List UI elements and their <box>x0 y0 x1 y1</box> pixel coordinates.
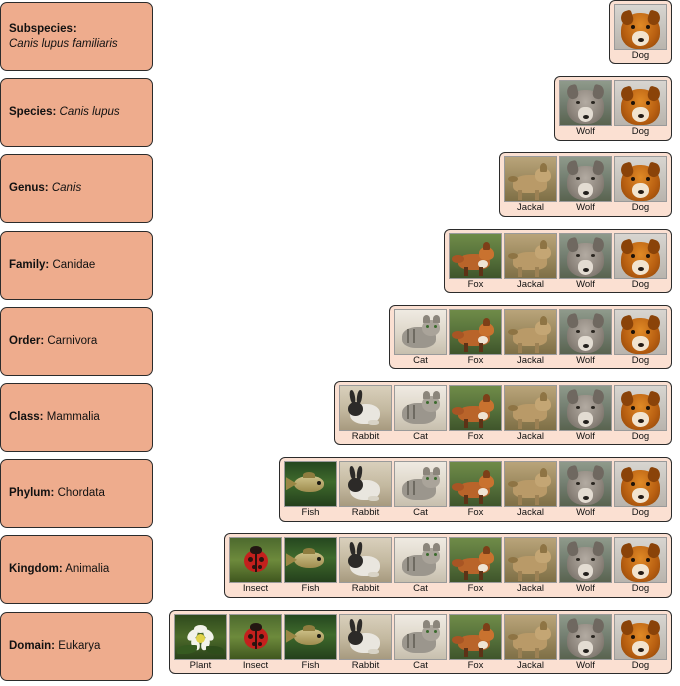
organism-dog <box>613 385 668 442</box>
wolf-photo <box>559 537 612 583</box>
dog-photo <box>614 385 667 431</box>
organism-caption: Dog <box>631 278 650 290</box>
organism-caption: Insect <box>242 659 269 671</box>
organism-caption: Jackal <box>517 659 544 671</box>
dog-photo <box>614 461 667 507</box>
organism-caption: Wolf <box>576 431 595 442</box>
organism-jackal <box>503 156 558 213</box>
organism-caption: Jackal <box>517 354 544 366</box>
organism-caption: Dog <box>631 126 650 138</box>
organism-caption: Jackal <box>517 202 544 214</box>
rank-label: Kingdom: <box>9 563 63 576</box>
rank-box-subspecies <box>0 2 153 71</box>
wolf-photo <box>559 309 612 355</box>
organism-wolf <box>558 537 613 594</box>
rank-value: Canis <box>51 182 82 195</box>
rank-label: Class: <box>9 411 44 424</box>
organism-caption: Dog <box>631 659 650 671</box>
organism-caption: Jackal <box>517 278 544 290</box>
wolf-photo <box>559 233 612 279</box>
organism-wolf <box>558 461 613 518</box>
rank-value: Animalia <box>65 563 110 576</box>
dog-photo <box>614 156 667 202</box>
dog-photo <box>614 4 667 50</box>
organism-strip <box>334 381 672 445</box>
jackal-photo <box>504 385 557 431</box>
fox-photo <box>449 233 502 279</box>
cat-photo <box>394 614 447 660</box>
fox-photo <box>449 614 502 660</box>
organism-caption: Wolf <box>576 202 595 214</box>
rank-value: Mammalia <box>46 411 100 424</box>
dog-photo <box>614 309 667 355</box>
organism-rabbit <box>338 461 393 518</box>
organism-caption: Cat <box>413 507 428 519</box>
organism-wolf <box>558 385 613 442</box>
rank-value: Canis lupus familiaris <box>9 37 118 50</box>
organism-wolf <box>558 233 613 290</box>
organism-caption: Dog <box>631 507 650 519</box>
organism-dog <box>613 156 668 213</box>
organism-dog <box>613 537 668 594</box>
organism-fish <box>283 537 338 594</box>
organism-caption: Fox <box>467 659 484 671</box>
organism-fox <box>448 537 503 594</box>
wolf-photo <box>559 461 612 507</box>
dog-photo <box>614 80 667 126</box>
organism-caption: Insect <box>242 583 269 595</box>
plant-photo <box>174 614 227 660</box>
rank-label: Species: <box>9 106 57 119</box>
jackal-photo <box>504 309 557 355</box>
organism-caption: Dog <box>631 354 650 366</box>
rank-box-kingdom <box>0 535 153 604</box>
organism-rabbit <box>338 537 393 594</box>
jackal-photo <box>504 461 557 507</box>
rabbit-photo <box>339 614 392 660</box>
organism-fox <box>448 385 503 442</box>
rank-label: Domain: <box>9 639 55 652</box>
dog-photo <box>614 537 667 583</box>
organism-caption: Wolf <box>576 354 595 366</box>
organism-plant <box>173 614 228 671</box>
rabbit-photo <box>339 537 392 583</box>
organism-caption: Fox <box>467 583 484 595</box>
organism-strip <box>609 0 672 64</box>
organism-caption: Wolf <box>576 583 595 595</box>
wolf-photo <box>559 156 612 202</box>
organism-wolf <box>558 80 613 137</box>
organism-strip <box>224 533 672 597</box>
organism-caption: Cat <box>413 431 428 442</box>
wolf-photo <box>559 80 612 126</box>
rabbit-photo <box>339 461 392 507</box>
organism-caption: Rabbit <box>351 431 380 442</box>
organism-caption: Cat <box>413 354 428 366</box>
fish-photo <box>284 537 337 583</box>
organism-caption: Fish <box>301 583 320 595</box>
taxonomy-row <box>0 2 680 71</box>
organism-jackal <box>503 461 558 518</box>
fox-photo <box>449 537 502 583</box>
organism-wolf <box>558 614 613 671</box>
organism-insect <box>228 537 283 594</box>
organism-caption: Fox <box>467 431 484 442</box>
jackal-photo <box>504 233 557 279</box>
organism-caption: Dog <box>631 202 650 214</box>
cat-photo <box>394 385 447 431</box>
organism-strip <box>279 457 672 521</box>
organism-caption: Rabbit <box>351 507 380 519</box>
fox-photo <box>449 385 502 431</box>
organism-caption: Dog <box>631 50 650 61</box>
organism-jackal <box>503 614 558 671</box>
organism-caption: Fox <box>467 354 484 366</box>
organism-caption: Wolf <box>576 507 595 519</box>
organism-caption: Jackal <box>517 431 544 442</box>
organism-dog <box>613 309 668 366</box>
organism-strip <box>389 305 672 369</box>
dog-photo <box>614 614 667 660</box>
fish-photo <box>284 461 337 507</box>
organism-caption: Rabbit <box>351 659 380 671</box>
fox-photo <box>449 309 502 355</box>
organism-dog <box>613 461 668 518</box>
organism-dog <box>613 233 668 290</box>
rank-box-genus <box>0 154 153 223</box>
organism-caption: Plant <box>189 659 212 671</box>
organism-wolf <box>558 156 613 213</box>
organism-fox <box>448 461 503 518</box>
rank-label: Family: <box>9 258 50 271</box>
rank-value: Canidae <box>52 258 96 271</box>
organism-caption: Dog <box>631 431 650 442</box>
cat-photo <box>394 537 447 583</box>
rank-label: Phylum: <box>9 487 55 500</box>
organism-strip <box>499 152 672 216</box>
rank-value: Carnivora <box>47 334 98 347</box>
organism-fish <box>283 461 338 518</box>
rank-value: Canis lupus <box>59 106 120 119</box>
organism-strip <box>444 229 672 293</box>
fox-photo <box>449 461 502 507</box>
organism-cat <box>393 537 448 594</box>
organism-dog <box>613 614 668 671</box>
organism-caption: Rabbit <box>351 583 380 595</box>
rank-box-class <box>0 383 153 452</box>
rank-label: Genus: <box>9 182 49 195</box>
organism-cat <box>393 309 448 366</box>
organism-wolf <box>558 309 613 366</box>
rank-box-family <box>0 231 153 300</box>
organism-caption: Wolf <box>576 659 595 671</box>
organism-fox <box>448 309 503 366</box>
cat-photo <box>394 309 447 355</box>
organism-dog <box>613 4 668 61</box>
organism-caption: Jackal <box>517 507 544 519</box>
organism-fox <box>448 614 503 671</box>
organism-caption: Fish <box>301 507 320 519</box>
dog-photo <box>614 233 667 279</box>
organism-strip <box>169 610 672 674</box>
rank-label: Subspecies: <box>9 22 77 35</box>
organism-insect <box>228 614 283 671</box>
organism-rabbit <box>338 614 393 671</box>
organism-jackal <box>503 309 558 366</box>
cat-photo <box>394 461 447 507</box>
organism-caption: Fish <box>301 659 320 671</box>
rank-value: Chordata <box>57 487 105 500</box>
organism-caption: Cat <box>413 583 428 595</box>
organism-cat <box>393 385 448 442</box>
organism-fox <box>448 233 503 290</box>
organism-jackal <box>503 385 558 442</box>
organism-jackal <box>503 537 558 594</box>
organism-dog <box>613 80 668 137</box>
organism-caption: Cat <box>413 659 428 671</box>
rank-box-order <box>0 307 153 376</box>
rank-value: Eukarya <box>58 639 101 652</box>
organism-rabbit <box>338 385 393 442</box>
organism-caption: Wolf <box>576 278 595 290</box>
fish-photo <box>284 614 337 660</box>
insect-photo <box>229 614 282 660</box>
organism-caption: Fox <box>467 507 484 519</box>
rank-label: Order: <box>9 334 45 347</box>
jackal-photo <box>504 614 557 660</box>
organism-caption: Wolf <box>576 126 595 138</box>
organism-fish <box>283 614 338 671</box>
organism-caption: Dog <box>631 583 650 595</box>
jackal-photo <box>504 537 557 583</box>
organism-strip <box>554 76 672 140</box>
organism-caption: Fox <box>467 278 484 290</box>
wolf-photo <box>559 614 612 660</box>
organism-cat <box>393 461 448 518</box>
rabbit-photo <box>339 385 392 431</box>
rank-box-phylum <box>0 459 153 528</box>
jackal-photo <box>504 156 557 202</box>
organism-caption: Jackal <box>517 583 544 595</box>
organism-cat <box>393 614 448 671</box>
wolf-photo <box>559 385 612 431</box>
organism-jackal <box>503 233 558 290</box>
insect-photo <box>229 537 282 583</box>
rank-box-domain <box>0 612 153 681</box>
rank-box-species <box>0 78 153 147</box>
